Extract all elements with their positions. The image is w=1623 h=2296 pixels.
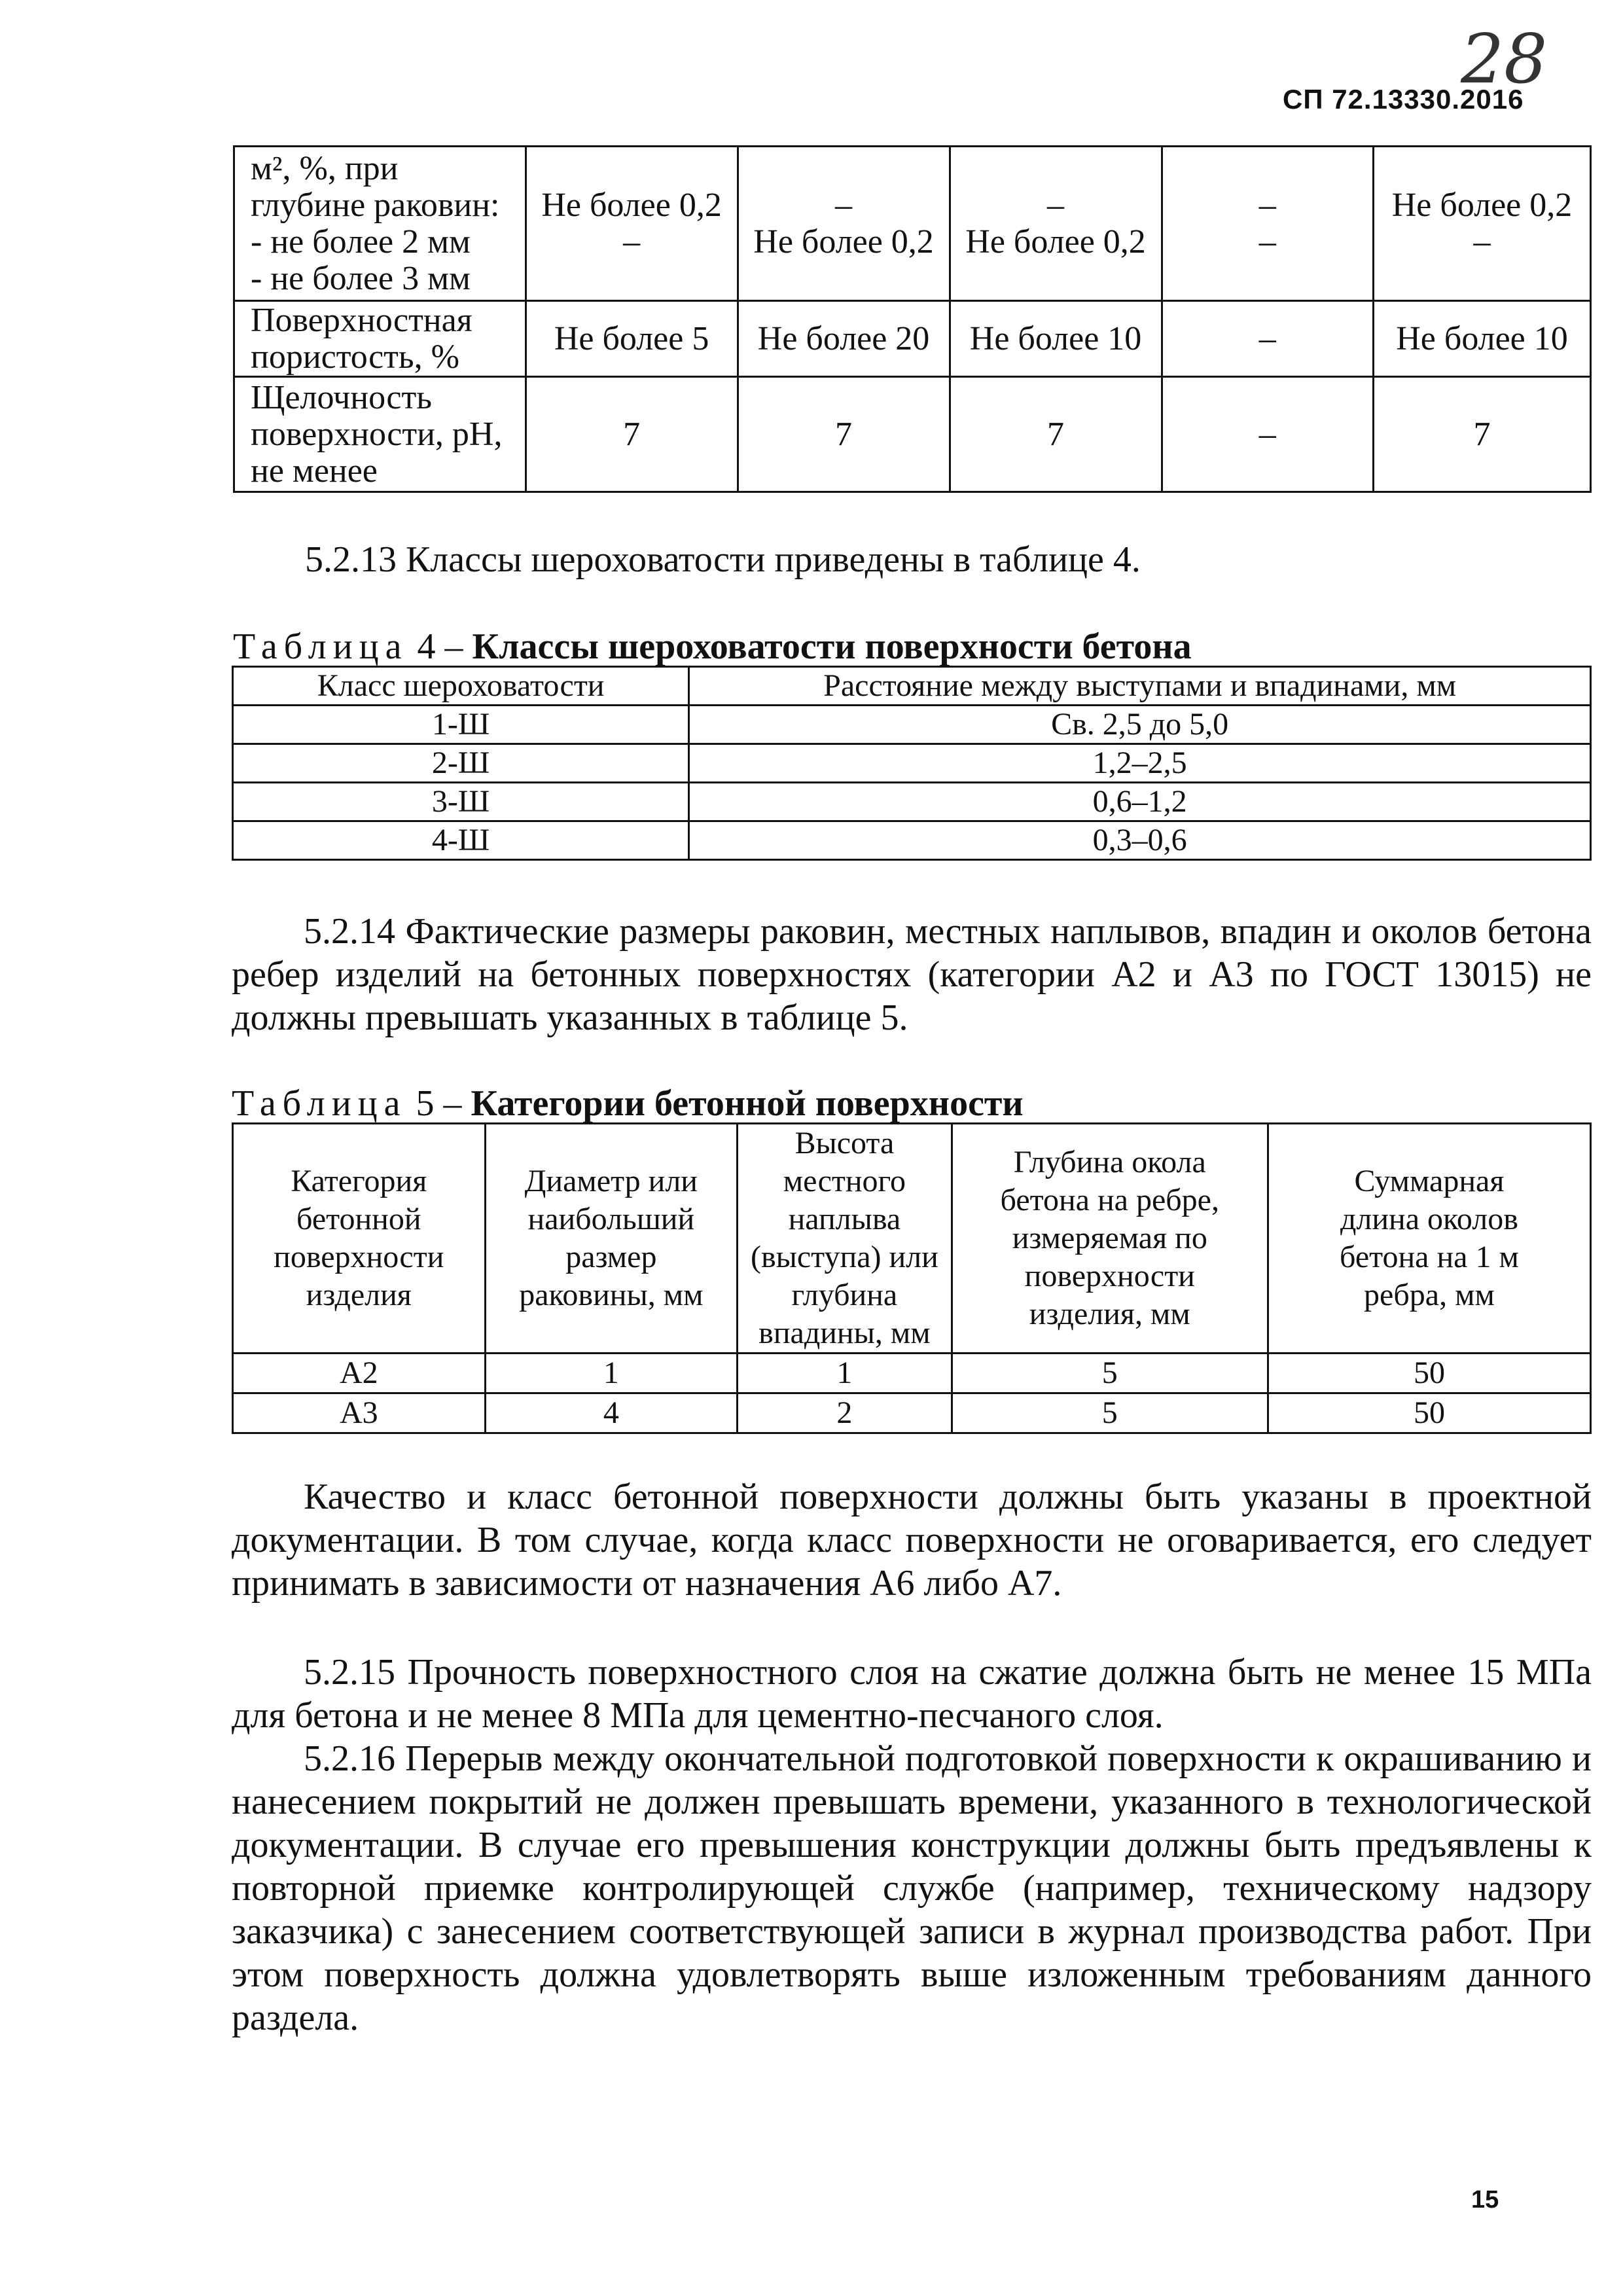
table-cell: – Не более 0,2 [738, 147, 950, 301]
table-cell: А2 [233, 1354, 486, 1393]
table-cell: А3 [233, 1393, 486, 1433]
column-header: Расстояние между выступами и впадинами, мм [689, 667, 1591, 706]
table-cell: – – [1162, 147, 1373, 301]
paragraph-quality-class: Качество и класс бетонной поверхности должны быть указаны в проектной документации. В том случае, когда класс поверхности не оговаривается, его следует принимать в зависимости от назначения А6 либо А7. [232, 1477, 1592, 1604]
column-header: Класс шероховатости [233, 667, 689, 706]
paragraph-5-2-13: 5.2.13 Классы шероховатости приведены в таблице 4. [305, 539, 1141, 580]
row-label: Поверхностная пористость, % [234, 301, 526, 377]
table-cell: 5 [952, 1354, 1268, 1393]
table-cell: Не более 20 [738, 301, 950, 377]
table-cell: 4 [485, 1393, 738, 1433]
table-cell: 7 [950, 377, 1162, 492]
table-header-row [233, 1124, 1591, 1354]
table-cell: 1,2–2,5 [689, 744, 1591, 783]
table-row [233, 821, 1591, 860]
table-cell: 5 [952, 1393, 1268, 1433]
caption-word: Таблица [232, 1083, 407, 1124]
table-cell: 4-Ш [233, 821, 689, 860]
table-cell: – [1162, 301, 1373, 377]
caption-title: Классы шероховатости поверхности бетона [472, 626, 1192, 667]
paragraph-5-2-15: 5.2.15 Прочность поверхностного слоя на сжатие должна быть не менее 15 МПа для бетона и не менее 8 МПа для цементно-песчаного слоя. [232, 1652, 1592, 1736]
table-cell: – Не более 0,2 [950, 147, 1162, 301]
table-cell: Не более 0,2 – [1374, 147, 1591, 301]
table-cell: 3-Ш [233, 783, 689, 821]
column-header: Суммарная длина околов бетона на 1 м ребра, мм [1268, 1124, 1590, 1354]
column-header: Диаметр или наибольший размер раковины, мм [485, 1124, 738, 1354]
table-row [233, 783, 1591, 821]
page-number: 15 [1471, 2186, 1499, 2214]
caption-word: Таблица [233, 626, 408, 667]
table-cell: – [1162, 377, 1373, 492]
table-cell: Не более 10 [950, 301, 1162, 377]
table-4-caption [233, 627, 1192, 666]
handwritten-page-mark: 28 [1461, 19, 1548, 99]
table-row [234, 301, 1591, 377]
column-header: Категория бетонной поверхности изделия [233, 1124, 486, 1354]
table-3-continuation [233, 145, 1592, 493]
table-cell: 2-Ш [233, 744, 689, 783]
table-cell: Не более 0,2 – [526, 147, 738, 301]
table-cell: Св. 2,5 до 5,0 [689, 706, 1591, 744]
paragraph-5-2-14: 5.2.14 Фактические размеры раковин, местных наплывов, впадин и околов бетона ребер изделий на бетонных поверхностях (категории А2 и А3 по ГОСТ 13015) не должны превышать указанных в таблице 5. [232, 911, 1592, 1038]
table-cell: 0,6–1,2 [689, 783, 1591, 821]
table-cell: 1-Ш [233, 706, 689, 744]
table-row [233, 1393, 1591, 1433]
table-cell: 7 [738, 377, 950, 492]
column-header: Глубина окола бетона на ребре, измеряемая по поверхности изделия, мм [952, 1124, 1268, 1354]
column-header: Высота местного наплыва (выступа) или глубина впадины, мм [738, 1124, 952, 1354]
table-row [233, 744, 1591, 783]
row-label: м², %, при глубине раковин: - не более 2 мм - не более 3 мм [234, 147, 526, 301]
table-4-roughness-classes [232, 666, 1592, 861]
table-cell: 7 [526, 377, 738, 492]
table-cell: Не более 5 [526, 301, 738, 377]
caption-number: 5 – [416, 1083, 462, 1124]
table-cell: 1 [485, 1354, 738, 1393]
document-code: СП 72.13330.2016 [1283, 84, 1524, 115]
table-header-row [233, 667, 1591, 706]
table-5-caption [232, 1084, 1024, 1123]
table-cell: 2 [738, 1393, 952, 1433]
table-cell: 50 [1268, 1354, 1590, 1393]
paragraph-5-2-16: 5.2.16 Перерыв между окончательной подготовкой поверхности к окрашиванию и нанесением покрытий не должен превышать времени, указанного в технологической документации. В случае его превышения конструкции должны быть предъявлены к повторной приемке контролирующей службе (например, техническому надзору заказчика) с занесением соответствующей записи в журнал производства работ. При этом поверхность должна удовлетворять выше изложенным требованиям данного раздела. [232, 1738, 1592, 2038]
table-row [233, 706, 1591, 744]
caption-number: 4 – [417, 626, 463, 667]
table-cell: 50 [1268, 1393, 1590, 1433]
table-cell: 0,3–0,6 [689, 821, 1591, 860]
table-cell: 7 [1374, 377, 1591, 492]
row-label: Щелочность поверхности, pH, не менее [234, 377, 526, 492]
table-cell: 1 [738, 1354, 952, 1393]
table-5-surface-categories [232, 1122, 1592, 1434]
caption-title: Категории бетонной поверхности [471, 1083, 1024, 1124]
table-row [234, 377, 1591, 492]
table-cell: Не более 10 [1374, 301, 1591, 377]
table-row [233, 1354, 1591, 1393]
table-row [234, 147, 1591, 301]
